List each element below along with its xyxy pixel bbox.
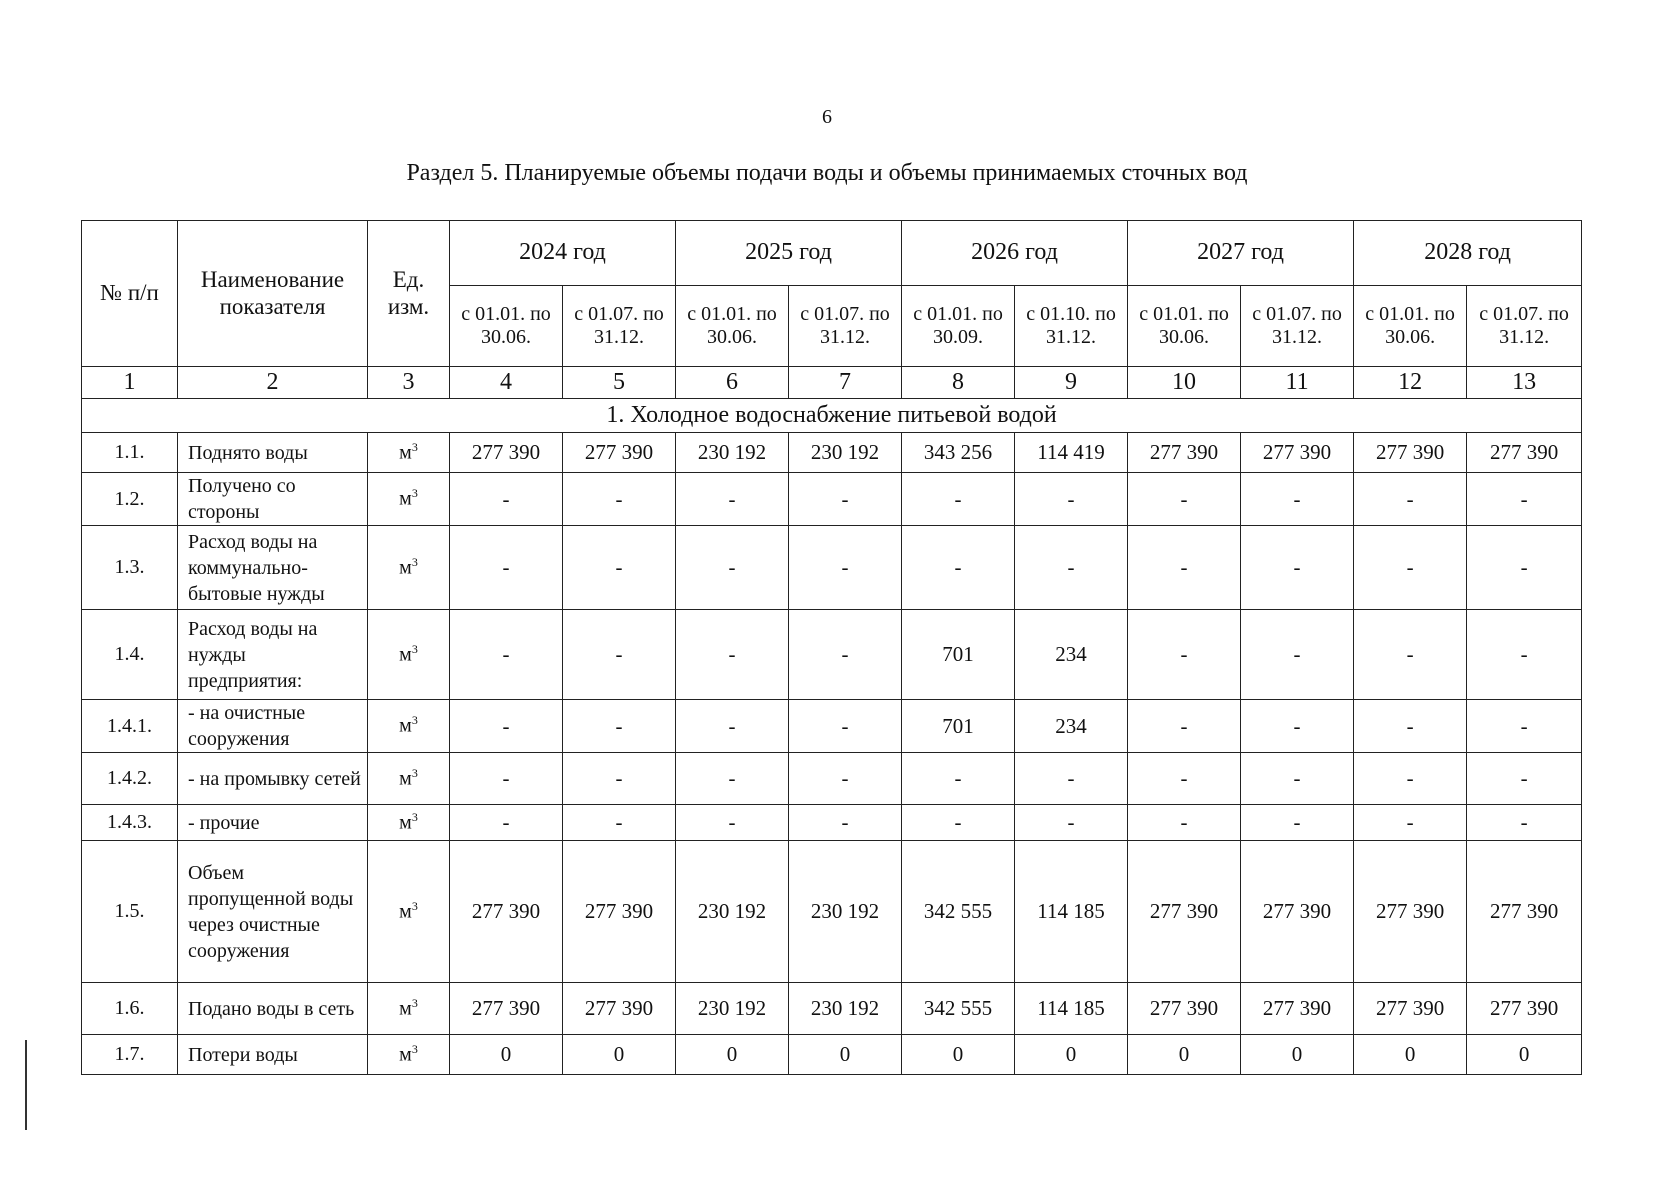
column-number: 10: [1128, 367, 1241, 399]
unit-exponent: 3: [411, 439, 418, 454]
header-period: с 01.07. по 31.12.: [1241, 286, 1354, 367]
value-cell: 277 390: [1467, 841, 1582, 983]
value-cell: -: [563, 610, 676, 700]
header-name: Наименование показателя: [178, 221, 368, 367]
value-cell: -: [1128, 805, 1241, 841]
value-cell: -: [563, 526, 676, 610]
table-row: [82, 526, 1582, 610]
row-number: 1.5.: [82, 841, 178, 983]
row-unit: [368, 753, 450, 805]
unit-exponent: 3: [411, 765, 418, 780]
value-cell: -: [1467, 526, 1582, 610]
value-cell: -: [902, 473, 1015, 526]
row-number: 1.7.: [82, 1035, 178, 1075]
unit-base: м: [399, 714, 412, 737]
row-unit: [368, 1035, 450, 1075]
table-row: [82, 753, 1582, 805]
unit-exponent: 3: [411, 486, 418, 501]
row-name: - прочие: [178, 805, 368, 841]
row-number: 1.6.: [82, 983, 178, 1035]
value-cell: 230 192: [789, 841, 902, 983]
value-cell: 0: [1467, 1035, 1582, 1075]
table-row: [82, 473, 1582, 526]
value-cell: 0: [450, 1035, 563, 1075]
value-cell: -: [1467, 610, 1582, 700]
value-cell: -: [563, 753, 676, 805]
value-cell: 0: [902, 1035, 1015, 1075]
value-cell: -: [1128, 610, 1241, 700]
unit-exponent: 3: [411, 554, 418, 569]
unit-base: м: [399, 811, 412, 834]
unit-base: м: [399, 997, 412, 1020]
value-cell: 230 192: [676, 433, 789, 473]
header-num: № п/п: [82, 221, 178, 367]
page-number: 6: [822, 106, 832, 128]
value-cell: 0: [1241, 1035, 1354, 1075]
header-year: 2025 год: [676, 221, 902, 286]
value-cell: -: [676, 700, 789, 753]
value-cell: -: [1467, 753, 1582, 805]
value-cell: 277 390: [1128, 983, 1241, 1035]
header-period: с 01.01. по 30.06.: [676, 286, 789, 367]
header-unit: Ед. изм.: [368, 221, 450, 367]
row-name: - на очистные сооружения: [178, 700, 368, 753]
table-row: [82, 433, 1582, 473]
value-cell: 230 192: [789, 433, 902, 473]
header-year: 2024 год: [450, 221, 676, 286]
header-year: 2026 год: [902, 221, 1128, 286]
value-cell: 277 390: [450, 841, 563, 983]
row-name: - на промывку сетей: [178, 753, 368, 805]
value-cell: 277 390: [1128, 841, 1241, 983]
row-number: 1.4.: [82, 610, 178, 700]
unit-base: м: [399, 643, 412, 666]
column-number: 2: [178, 367, 368, 399]
value-cell: -: [1354, 805, 1467, 841]
header-period: с 01.07. по 31.12.: [1467, 286, 1582, 367]
unit-exponent: 3: [411, 1041, 418, 1056]
value-cell: 230 192: [676, 841, 789, 983]
table-row: [82, 805, 1582, 841]
table-row: [82, 841, 1582, 983]
row-unit: [368, 526, 450, 610]
row-unit: [368, 433, 450, 473]
value-cell: 277 390: [1128, 433, 1241, 473]
value-cell: 0: [1354, 1035, 1467, 1075]
value-cell: -: [1354, 700, 1467, 753]
value-cell: -: [902, 805, 1015, 841]
row-number: 1.4.2.: [82, 753, 178, 805]
value-cell: -: [1467, 805, 1582, 841]
section-heading: 1. Холодное водоснабжение питьевой водой: [82, 399, 1582, 433]
column-number: 3: [368, 367, 450, 399]
row-unit: [368, 841, 450, 983]
value-cell: 277 390: [1241, 841, 1354, 983]
unit-base: м: [399, 556, 412, 579]
value-cell: -: [789, 610, 902, 700]
value-cell: 114 185: [1015, 841, 1128, 983]
page-title: Раздел 5. Планируемые объемы подачи воды и объемы принимаемых сточных вод: [406, 160, 1248, 186]
value-cell: 277 390: [1354, 433, 1467, 473]
column-number: 12: [1354, 367, 1467, 399]
value-cell: -: [450, 526, 563, 610]
row-name: Потери воды: [178, 1035, 368, 1075]
row-number: 1.4.1.: [82, 700, 178, 753]
value-cell: 230 192: [789, 983, 902, 1035]
value-cell: 277 390: [563, 841, 676, 983]
value-cell: 277 390: [1241, 433, 1354, 473]
value-cell: 701: [902, 610, 1015, 700]
value-cell: -: [1241, 753, 1354, 805]
value-cell: -: [450, 805, 563, 841]
value-cell: -: [676, 610, 789, 700]
value-cell: 343 256: [902, 433, 1015, 473]
column-number: 7: [789, 367, 902, 399]
row-unit: [368, 610, 450, 700]
value-cell: -: [1354, 526, 1467, 610]
row-name: Подано воды в сеть: [178, 983, 368, 1035]
value-cell: 277 390: [1354, 841, 1467, 983]
value-cell: -: [1015, 753, 1128, 805]
header-year: 2027 год: [1128, 221, 1354, 286]
unit-exponent: 3: [411, 898, 418, 913]
header-period: с 01.01. по 30.06.: [1128, 286, 1241, 367]
header-period: с 01.01. по 30.06.: [1354, 286, 1467, 367]
unit-exponent: 3: [411, 713, 418, 728]
row-name: Объем пропущенной воды через очистные сооружения: [178, 841, 368, 983]
value-cell: -: [789, 473, 902, 526]
value-cell: -: [1241, 610, 1354, 700]
column-number: 8: [902, 367, 1015, 399]
value-cell: -: [450, 700, 563, 753]
value-cell: -: [1241, 805, 1354, 841]
value-cell: -: [563, 700, 676, 753]
unit-base: м: [399, 767, 412, 790]
header-year: 2028 год: [1354, 221, 1582, 286]
water-volumes-table: [81, 220, 1582, 1075]
header-period: с 01.01. по 30.06.: [450, 286, 563, 367]
value-cell: 0: [789, 1035, 902, 1075]
value-cell: -: [563, 805, 676, 841]
value-cell: 277 390: [563, 983, 676, 1035]
row-unit: [368, 700, 450, 753]
unit-base: м: [399, 441, 412, 464]
value-cell: 277 390: [450, 433, 563, 473]
row-unit: [368, 473, 450, 526]
value-cell: -: [1241, 473, 1354, 526]
value-cell: 277 390: [1354, 983, 1467, 1035]
value-cell: -: [789, 753, 902, 805]
value-cell: -: [676, 805, 789, 841]
header-period: с 01.07. по 31.12.: [563, 286, 676, 367]
value-cell: 0: [1128, 1035, 1241, 1075]
value-cell: -: [1354, 473, 1467, 526]
column-number: 5: [563, 367, 676, 399]
header-period: с 01.07. по 31.12.: [789, 286, 902, 367]
value-cell: 0: [676, 1035, 789, 1075]
value-cell: -: [450, 753, 563, 805]
value-cell: 230 192: [676, 983, 789, 1035]
value-cell: -: [1467, 700, 1582, 753]
row-name: Поднято воды: [178, 433, 368, 473]
header-period: с 01.10. по 31.12.: [1015, 286, 1128, 367]
value-cell: -: [1015, 805, 1128, 841]
value-cell: 701: [902, 700, 1015, 753]
value-cell: -: [1128, 473, 1241, 526]
table-row: [82, 700, 1582, 753]
value-cell: -: [1354, 753, 1467, 805]
row-name: Получено со стороны: [178, 473, 368, 526]
row-unit: [368, 983, 450, 1035]
value-cell: -: [450, 473, 563, 526]
column-number: 4: [450, 367, 563, 399]
value-cell: 342 555: [902, 841, 1015, 983]
value-cell: -: [450, 610, 563, 700]
unit-base: м: [399, 900, 412, 923]
unit-exponent: 3: [411, 641, 418, 656]
value-cell: -: [1241, 700, 1354, 753]
value-cell: -: [1015, 473, 1128, 526]
margin-line: [25, 1040, 27, 1130]
row-name: Расход воды на нужды предприятия:: [178, 610, 368, 700]
column-number: 11: [1241, 367, 1354, 399]
table-row: [82, 983, 1582, 1035]
unit-exponent: 3: [411, 995, 418, 1010]
value-cell: 342 555: [902, 983, 1015, 1035]
row-unit: [368, 805, 450, 841]
value-cell: -: [1467, 473, 1582, 526]
value-cell: -: [1354, 610, 1467, 700]
column-number: 13: [1467, 367, 1582, 399]
value-cell: 277 390: [450, 983, 563, 1035]
table-row: [82, 1035, 1582, 1075]
value-cell: -: [902, 526, 1015, 610]
value-cell: -: [1015, 526, 1128, 610]
value-cell: -: [789, 700, 902, 753]
table-row: [82, 610, 1582, 700]
unit-base: м: [399, 1043, 412, 1066]
value-cell: -: [1241, 526, 1354, 610]
column-number: 6: [676, 367, 789, 399]
value-cell: -: [789, 805, 902, 841]
column-number: 9: [1015, 367, 1128, 399]
value-cell: 277 390: [1467, 983, 1582, 1035]
unit-base: м: [399, 487, 412, 510]
value-cell: -: [676, 753, 789, 805]
row-number: 1.3.: [82, 526, 178, 610]
row-name: Расход воды на коммунально-бытовые нужды: [178, 526, 368, 610]
row-number: 1.4.3.: [82, 805, 178, 841]
value-cell: 114 185: [1015, 983, 1128, 1035]
value-cell: -: [1128, 753, 1241, 805]
value-cell: -: [1128, 700, 1241, 753]
value-cell: 114 419: [1015, 433, 1128, 473]
value-cell: 277 390: [1467, 433, 1582, 473]
value-cell: -: [1128, 526, 1241, 610]
row-number: 1.1.: [82, 433, 178, 473]
value-cell: 277 390: [1241, 983, 1354, 1035]
header-period: с 01.01. по 30.09.: [902, 286, 1015, 367]
value-cell: 234: [1015, 700, 1128, 753]
table-body: [82, 433, 1582, 1075]
column-number: 1: [82, 367, 178, 399]
value-cell: -: [676, 526, 789, 610]
value-cell: -: [676, 473, 789, 526]
value-cell: 234: [1015, 610, 1128, 700]
row-number: 1.2.: [82, 473, 178, 526]
value-cell: 277 390: [563, 433, 676, 473]
value-cell: -: [902, 753, 1015, 805]
value-cell: -: [563, 473, 676, 526]
value-cell: 0: [563, 1035, 676, 1075]
value-cell: -: [789, 526, 902, 610]
unit-exponent: 3: [411, 809, 418, 824]
value-cell: 0: [1015, 1035, 1128, 1075]
